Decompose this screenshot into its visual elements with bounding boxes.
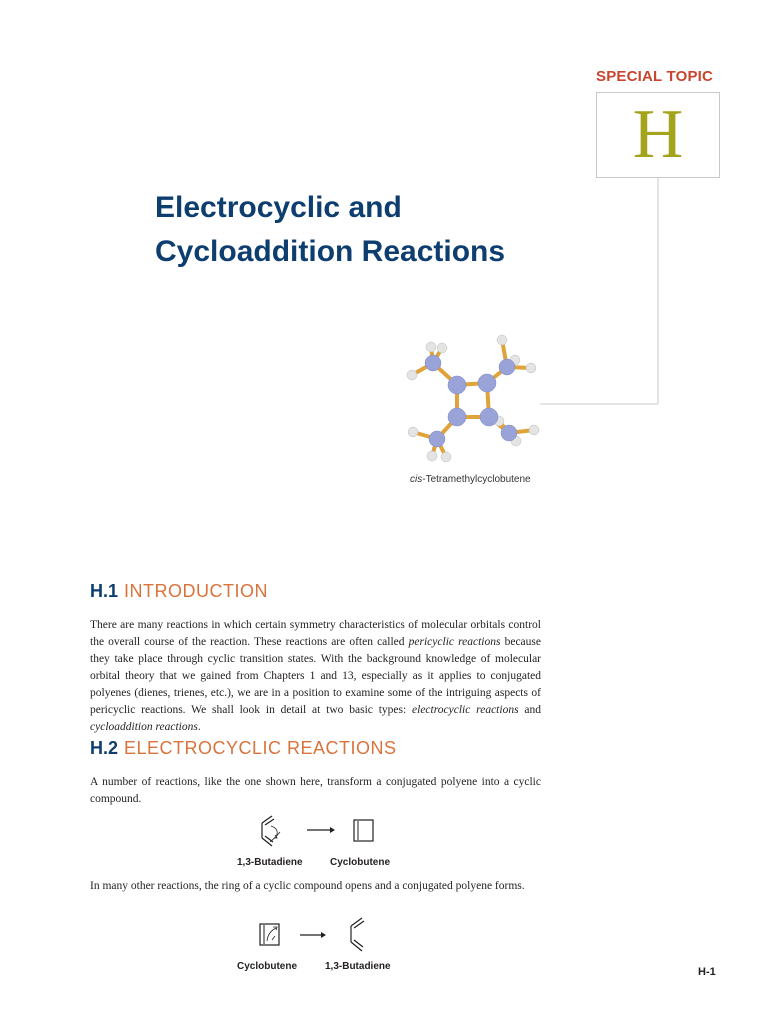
section-number: H.1 [90, 581, 119, 601]
chapter-title-line1: Electrocyclic and [155, 191, 402, 224]
electrocyclic-paragraph-1: A number of reactions, like the one shown here, transform a conjugated polyene into a cyclic compound. [90, 776, 541, 805]
intro-text-1: There are many reactions in which certain symmetry characteristics of molecular orbitals control the overall course of the reaction. These reactions are often called [90, 619, 541, 648]
intro-text-4: . [197, 721, 201, 733]
reaction-arrow [307, 827, 335, 833]
reaction1-right-label: Cyclobutene [330, 857, 391, 868]
caption-italic: cis [410, 474, 423, 485]
electrocyclic-paragraph-2: In many other reactions, the ring of a cyclic compound opens and a conjugated polyene forms. [90, 880, 525, 892]
intro-text-2: because they take place through cyclic transition states. With the background knowledge of molecular orbital theory that we gained from Chapters 1 and 13, especially as it applies to conjugated polyenes (dienes, trienes, etc.), we are in a position to examine some of the intriguing aspects of pericyclic reactions. We shall look in detail at two basic types: [90, 636, 541, 716]
intro-paragraph [90, 617, 541, 736]
butadiene-product-structure [351, 918, 364, 951]
chapter-title-line2: Cycloaddition Reactions [155, 235, 506, 268]
molecule-model [395, 330, 545, 470]
term-cycloaddition: cycloaddition reactions [90, 721, 198, 733]
page-number: H-1 [698, 966, 716, 978]
topic-letter: H [632, 96, 684, 173]
reaction-scheme-2 [250, 912, 390, 960]
term-electrocyclic: electrocyclic reactions [412, 704, 519, 716]
reaction-arrow [300, 932, 326, 938]
butadiene-structure [262, 816, 280, 846]
term-pericyclic: pericyclic reactions [408, 636, 501, 648]
section-number: H.2 [90, 738, 119, 758]
section-heading-h1 [90, 581, 268, 602]
reaction1-left-label: 1,3-Butadiene [237, 857, 303, 868]
cyclobutene-structure [354, 820, 373, 841]
section-title: INTRODUCTION [124, 581, 269, 601]
hydrogen-atoms [407, 335, 539, 462]
chapter-title [155, 186, 575, 274]
reaction-scheme-1 [250, 812, 390, 856]
intro-text-3: and [518, 704, 541, 716]
special-topic-label: SPECIAL TOPIC [596, 68, 714, 85]
reaction2-left-label: Cyclobutene [237, 961, 298, 972]
carbon-atoms [425, 355, 517, 447]
section-heading-h2 [90, 738, 397, 759]
section-title: ELECTROCYCLIC REACTIONS [124, 738, 397, 758]
figure-caption [410, 474, 531, 485]
reaction2-right-label: 1,3-Butadiene [325, 961, 391, 972]
cyclobutene-ring-opening [260, 924, 279, 945]
caption-text: -Tetramethylcyclobutene [422, 474, 531, 485]
